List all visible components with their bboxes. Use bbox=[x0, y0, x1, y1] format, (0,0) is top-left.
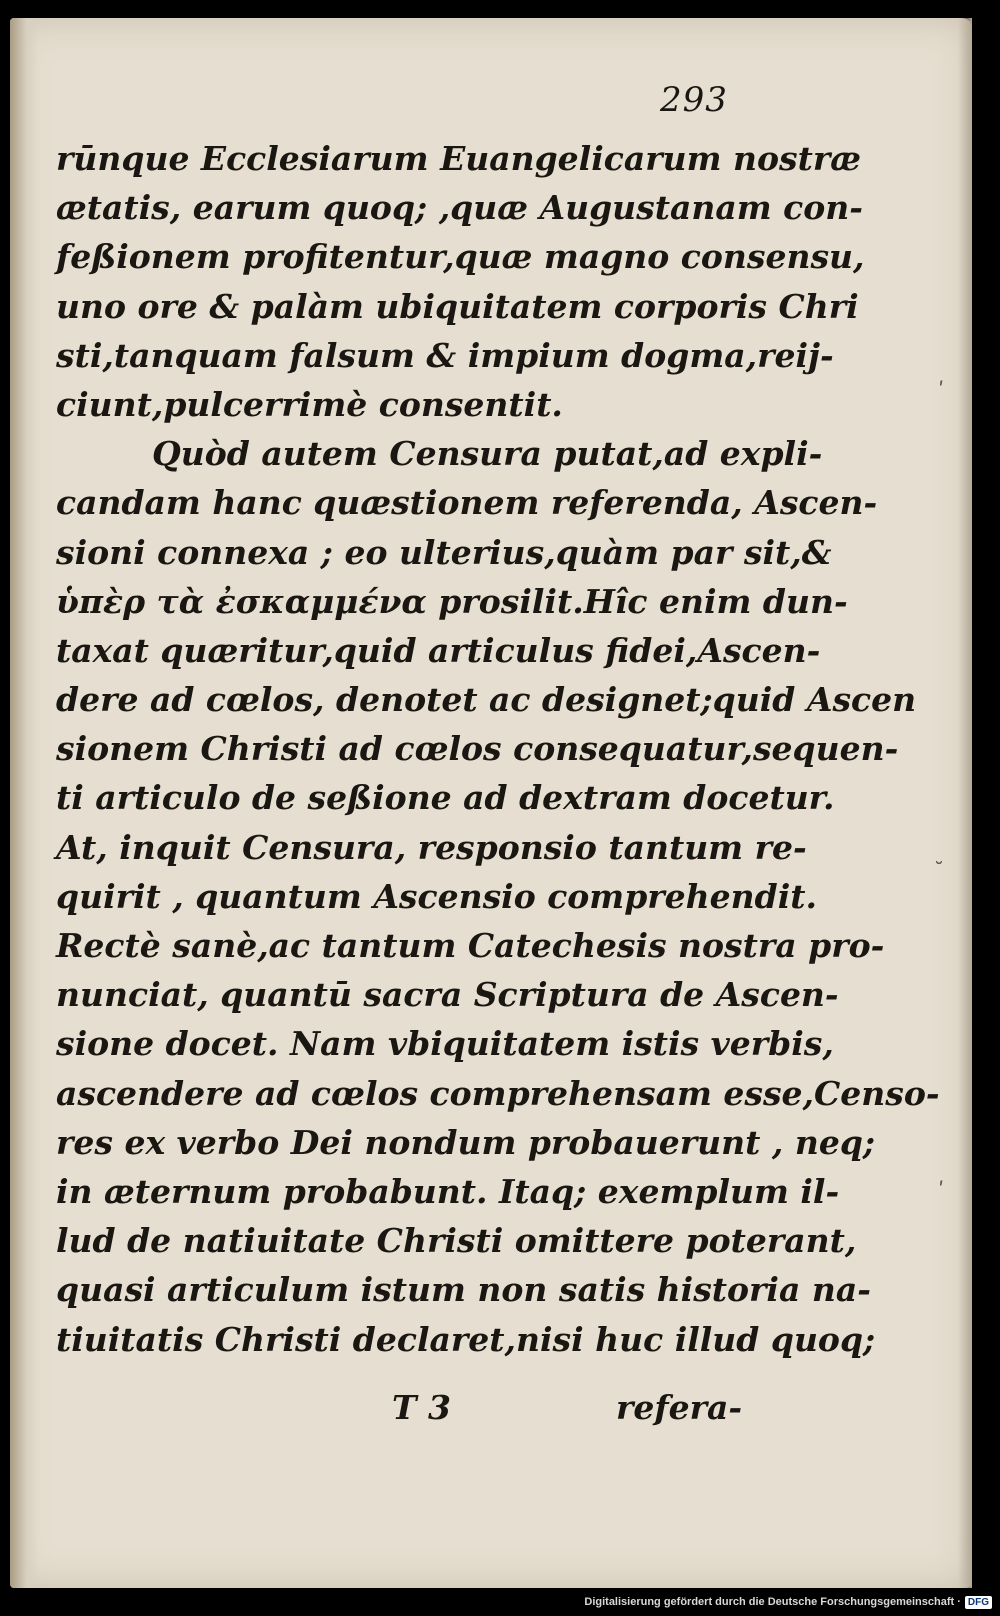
text-line: res ex verbo Dei nondum probauerunt , neq; bbox=[56, 1122, 876, 1162]
catchword: refera- bbox=[616, 1388, 743, 1427]
text-line: sione docet. Nam vbiquitatem istis verbis, bbox=[56, 1024, 834, 1064]
page-gutter bbox=[10, 18, 38, 1588]
text-line: quirit , quantum Ascensio comprehendit. bbox=[56, 876, 817, 916]
text-line: uno ore & palàm ubiquitatem corporis Chri bbox=[56, 286, 859, 326]
book-page bbox=[10, 18, 972, 1588]
text-line: At, inquit Censura, responsio tantum re- bbox=[56, 827, 807, 867]
page-edge bbox=[958, 18, 972, 1588]
body-text bbox=[56, 134, 940, 1364]
text-line: ciunt,pulcerrimè consentit. bbox=[56, 384, 563, 424]
text-line: Quòd autem Censura putat,ad expli- bbox=[152, 434, 823, 474]
text-line: sioni connexa ; eo ulterius,quàm par sit,& bbox=[56, 532, 832, 572]
page-foot bbox=[56, 1388, 756, 1438]
text-line: lud de natiuitate Christi omittere poterant, bbox=[56, 1221, 857, 1261]
text-line: ti articulo de seßione ad dextram docetur. bbox=[56, 778, 835, 818]
credit-text: Digitalisierung gefördert durch die Deutsche Forschungsgemeinschaft · bbox=[584, 1596, 961, 1608]
text-line: quasi articulum istum non satis historia na- bbox=[56, 1270, 871, 1310]
text-line: taxat quæritur,quid articulus fidei,Ascen- bbox=[56, 630, 821, 670]
text-line: in æternum probabunt. Itaq; exemplum il- bbox=[56, 1171, 840, 1211]
digitization-credit bbox=[584, 1592, 992, 1612]
signature-mark: T 3 bbox=[392, 1388, 452, 1427]
text-line: dere ad cœlos, denotet ac designet;quid Ascen bbox=[56, 680, 917, 720]
text-line: ætatis, earum quoq; ,quæ Augustanam con- bbox=[56, 188, 863, 228]
dfg-logo: DFG bbox=[965, 1596, 992, 1609]
text-line: ὑπὲρ τὰ ἐσκαμμένα prosilit.Hîc enim dun- bbox=[56, 581, 848, 621]
text-line: sionem Christi ad cœlos consequatur,sequen- bbox=[56, 729, 899, 769]
page-number: 293 bbox=[660, 80, 728, 120]
text-line: rūnque Ecclesiarum Euangelicarum nostræ bbox=[56, 139, 861, 178]
text-line: Rectè sanè,ac tantum Catechesis nostra pro- bbox=[56, 926, 885, 965]
text-line: nunciat, quantū sacra Scriptura de Ascen- bbox=[56, 975, 839, 1015]
text-line: feßionem profitentur,quæ magno consensu, bbox=[56, 237, 865, 277]
text-line: ascendere ad cœlos comprehensam esse,Censo- bbox=[56, 1073, 940, 1113]
text-line: sti,tanquam falsum & impium dogma,reij- bbox=[56, 335, 834, 375]
margin-tick-mark: ˘ bbox=[934, 858, 944, 882]
margin-tick-mark: ʹ bbox=[938, 1178, 944, 1202]
text-line: tiuitatis Christi declaret,nisi huc illud quoq; bbox=[56, 1319, 876, 1359]
margin-tick-mark: ʹ bbox=[938, 378, 944, 402]
text-line: candam hanc quæstionem referenda, Ascen- bbox=[56, 483, 878, 523]
